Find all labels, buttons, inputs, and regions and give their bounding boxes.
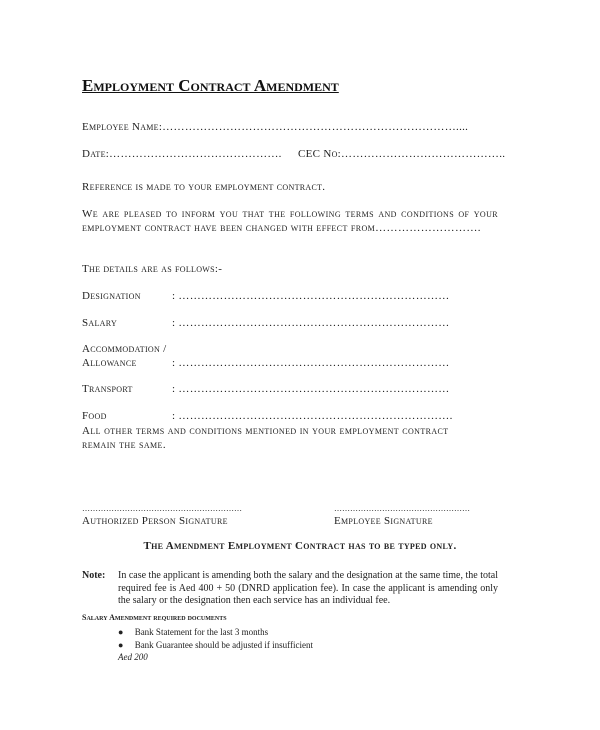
field-label: Designation [82, 290, 141, 302]
field-value: : ………………………………………………………………. [172, 410, 453, 422]
bullet-text: Bank Guarantee should be adjusted if insufficient [134, 640, 313, 650]
field-value: : ……………………………………………………………… [172, 317, 450, 329]
salary-docs-heading: Salary Amendment required documents [82, 613, 227, 622]
accommodation-row [82, 357, 450, 369]
authorized-signature-label: Authorized Person Signature [82, 515, 228, 527]
food-row [82, 410, 453, 422]
salary-row [82, 317, 450, 329]
employee-signature-line: …………………………………………… [334, 504, 470, 513]
employee-name-field: Employee Name:…………………………………………………………………….... [82, 121, 469, 133]
accommodation-label: Accommodation / [82, 343, 167, 355]
field-label: Food [82, 410, 107, 422]
date-field: Date:………………………………………. [82, 148, 282, 160]
transport-row [82, 383, 450, 395]
all-other-terms: All other terms and conditions mentioned in your employment contract remain the same. [82, 425, 449, 451]
reference-text: Reference is made to your employment contract. [82, 181, 326, 193]
authorized-signature-line: …………………………………………………… [82, 504, 242, 513]
bullet-item: ● Bank Guarantee should be adjusted if insufficient [118, 640, 313, 650]
designation-row [82, 290, 450, 302]
field-value: : ……………………………………………………………… [172, 357, 450, 369]
field-value: : ……………………………………………………………… [172, 290, 450, 302]
typed-only-notice: The Amendment Employment Contract has to be typed only. [143, 540, 457, 552]
field-label: Allowance [82, 357, 137, 369]
bullet-item: ● Bank Statement for the last 3 months [118, 627, 269, 637]
field-label: Transport [82, 383, 133, 395]
note-text: In case the applicant is amending both the salary and the designation at the same time, the total required fee is Aed 400 + 50 (DNRD application fee). In case the applicant is amending only the salary or the designation then each service has an individual fee. [118, 570, 498, 606]
details-intro: The details are as follows:- [82, 263, 223, 275]
fee-text: Aed 200 [118, 652, 148, 662]
document-title: Employment Contract Amendment [82, 76, 339, 95]
bullet-text: Bank Statement for the last 3 months [134, 627, 269, 637]
field-label: Salary [82, 317, 118, 329]
cec-no-field: CEC No:…………………………………….. [298, 148, 506, 160]
employee-signature-label: Employee Signature [334, 515, 433, 527]
note-label: Note: [82, 570, 106, 581]
pleased-paragraph: We are pleased to inform you that the following terms and conditions of your employment contract have been changed with effect from………………………. [82, 208, 498, 234]
field-value: : ……………………………………………………………… [172, 383, 450, 395]
